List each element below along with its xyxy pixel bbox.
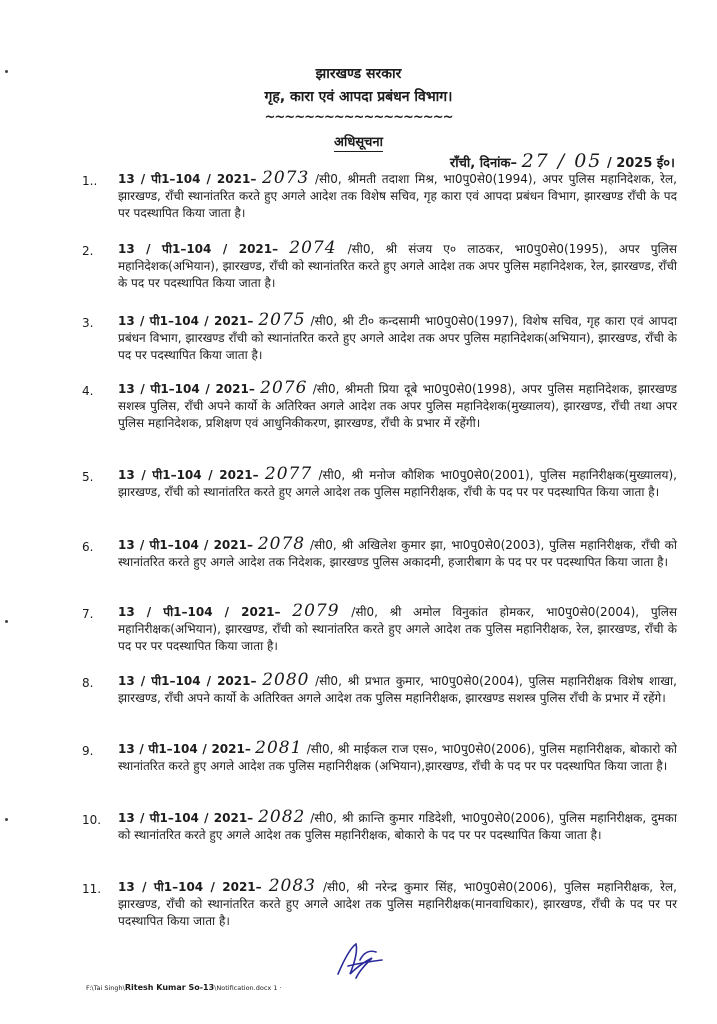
item-body: /सी0, श्री संजय ए० लाठकर, भा0पु0से0(1995), अपर पुलिस महानिदेशक(अभियान), झारखण्ड, राँची को स्थानांतरित करते हुए अगले आदेश तक अपर पुलिस महानिदेशक, रेल, झारखण्ड, राँची के पद पर पदस्थापित किया जाता है। xyxy=(118,242,677,290)
notification-title-text: अधिसूचना xyxy=(334,135,383,150)
item-handwritten-number: 2079 xyxy=(292,601,340,621)
item-body: /सी0, श्री मनोज कौशिक भा0पु0से0(2001), पुलिस महानिरीक्षक(मुख्यालय), झारखण्ड, राँची को स्थानांतरित करते हुए अगले आदेश तक पुलिस महानिरीक्षक, राँची के पद पर पर पदस्थापित किया जाता है। xyxy=(118,468,677,499)
item-handwritten-number: 2074 xyxy=(289,238,337,258)
item-text xyxy=(118,740,677,775)
item-prefix: 13 / पी1–104 / 2021– xyxy=(118,538,253,552)
item-body: /सी0, श्री क्रान्ति कुमार गडिदेशी, भा0पु0से0(2006), पुलिस महानिरीक्षक, दुमका को स्थानांतरित करते हुए अगले आदेश तक पुलिस महानिरीक्षक, बोकारो के पद पर पर पदस्थापित किया जाता है। xyxy=(118,811,677,842)
item-text xyxy=(118,240,677,292)
item-text xyxy=(118,603,677,655)
item-prefix: 13 / पी1–104 / 2021– xyxy=(118,811,254,825)
item-body: /सी0, श्री अमोल विनुकांत होमकर, भा0पु0से0(2004), पुलिस महानिरीक्षक(अभियान), झारखण्ड, राँची को स्थानांतरित करते हुए अगले आदेश तक पुलिस महानिरीक्षक, रेल, झारखण्ड, राँची के पद पर पर पदस्थापित किया जाता है। xyxy=(118,605,677,653)
item-body: /सी0, श्री नरेन्द्र कुमार सिंह, भा0पु0से0(2006), पुलिस महानिरीक्षक, रेल, झारखण्ड, राँची को स्थानांतरित करते हुए अगले आदेश तक पुलिस महानिरीक्षक(मानवाधिकार), झारखण्ड, राँची के पद पर पर पदस्थापित किया जाता है। xyxy=(118,880,677,928)
item-text xyxy=(118,380,677,432)
date-prefix: राँची, दिनांक– xyxy=(449,156,518,171)
item-prefix: 13 / पी1–104 / 2021– xyxy=(118,382,255,396)
item-handwritten-number: 2083 xyxy=(268,876,316,896)
item-prefix: 13 / पी1–104 / 2021– xyxy=(118,605,281,619)
tilde-divider: ~~~~~~~~~~~~~~~~~~~ xyxy=(264,110,453,125)
notification-title xyxy=(0,132,717,150)
date-handwritten: 27 / 05 xyxy=(521,150,603,172)
govt-heading: झारखण्ड सरकार xyxy=(315,66,402,82)
item-number: 5. xyxy=(82,470,94,484)
item-handwritten-number: 2081 xyxy=(255,738,303,758)
item-number: 9. xyxy=(82,744,94,758)
item-body: /सी0, श्री अखिलेश कुमार झा, भा0पु0से0(2003), पुलिस महानिरीक्षक, राँची को स्थानांतरित करते हुए अगले आदेश तक निदेशक, झारखण्ड पुलिस अकादमी, हजारीबाग के पद पर पर पदस्थापित किया जाता है। xyxy=(118,538,677,569)
item-number: 7. xyxy=(82,607,94,621)
item-handwritten-number: 2082 xyxy=(258,807,306,827)
footer-prefix: F:\Tai Singh\ xyxy=(86,984,125,992)
signature-image xyxy=(330,940,390,984)
item-handwritten-number: 2075 xyxy=(258,310,306,330)
item-number: 10. xyxy=(82,813,102,827)
scan-mark xyxy=(5,620,8,623)
footer-suffix: \Notification.docx 1 · xyxy=(214,984,282,992)
item-text xyxy=(118,170,677,222)
item-handwritten-number: 2080 xyxy=(262,670,310,690)
date-suffix: / 2025 ई०। xyxy=(606,156,675,171)
item-number: 3. xyxy=(82,316,94,330)
date-line xyxy=(450,150,675,172)
scan-mark xyxy=(5,818,8,821)
item-handwritten-number: 2078 xyxy=(257,534,306,554)
item-number: 6. xyxy=(82,540,94,554)
item-prefix: 13 / पी1–104 / 2021– xyxy=(118,468,259,482)
item-body: /सी0, श्री प्रभात कुमार, भा0पु0से0(2004), पुलिस महानिरीक्षक विशेष शाखा, झारखण्ड, राँची अपने कार्यो के अतिरिक्त अगले आदेश तक पुलिस महानिरीक्षक, झारखण्ड सशस्त्र पुलिस राँची के प्रभार में रहेंगे। xyxy=(118,674,677,705)
item-text xyxy=(118,466,677,501)
item-handwritten-number: 2076 xyxy=(260,378,308,398)
item-prefix: 13 / पी1–104 / 2021– xyxy=(118,242,279,256)
item-number: 1.. xyxy=(82,174,98,188)
item-number: 2. xyxy=(82,244,94,258)
item-body: /सी0, श्री टी० कन्दसामी भा0पु0से0(1997), विशेष सचिव, गृह कारा एवं आपदा प्रबंधन विभाग, झारखण्ड राँची को स्थानांतरित करते हुए अगले आदेश तक अपर पुलिस महानिदेशक(अभियान), झारखण्ड, राँची के पद पर पदस्थापित किया जाता है। xyxy=(118,314,677,362)
item-prefix: 13 / पी1–104 / 2021– xyxy=(118,674,257,688)
item-text xyxy=(118,672,677,707)
item-text xyxy=(118,312,677,364)
item-handwritten-number: 2077 xyxy=(264,464,313,484)
item-number: 4. xyxy=(82,384,94,398)
item-prefix: 13 / पी1–104 / 2021– xyxy=(118,880,262,894)
item-prefix: 13 / पी1–104 / 2021– xyxy=(118,742,251,756)
footer-name: Ritesh Kumar So-13 xyxy=(124,983,215,992)
file-path-footer xyxy=(86,983,282,992)
item-prefix: 13 / पी1–104 / 2021– xyxy=(118,172,257,186)
item-number: 11. xyxy=(82,882,102,896)
department-heading: गृह, कारा एवं आपदा प्रबंधन विभाग। xyxy=(264,89,453,105)
item-prefix: 13 / पी1–104 / 2021– xyxy=(118,314,254,328)
item-body: /सी0, श्रीमती प्रिया दूबे भा0पु0से0(1998), अपर पुलिस महानिदेशक, झारखण्ड सशस्त्र पुलिस, राँची अपने कार्यो के अतिरिक्त अगले आदेश तक अपर पुलिस महानिदेशक(मुख्यालय), झारखण्ड, राँची तथा अपर पुलिस महानिदेशक, प्रशिक्षण एवं आधुनिकीकरण, झारखण्ड, राँची के प्रभार में रहेंगी। xyxy=(118,382,677,430)
item-text xyxy=(118,878,677,930)
item-handwritten-number: 2073 xyxy=(262,168,310,188)
item-body: /सी0, श्रीमती तदाशा मिश्र, भा0पु0से0(1994), अपर पुलिस महानिदेशक, रेल, झारखण्ड, राँची स्थानांतरित करते हुए अगले आदेश तक विशेष सचिव, गृह कारा एवं आपदा प्रबंधन विभाग, झारखण्ड राँची के पद पर पदस्थापित किया जाता है। xyxy=(118,172,677,220)
item-body: /सी0, श्री माईकल राज एस०, भा0पु0से0(2006), पुलिस महानिरीक्षक, बोकारो को स्थानांतरित करते हुए अगले आदेश तक पुलिस महानिरीक्षक (अभियान),झारखण्ड, राँची के पद पर पर पदस्थापित किया जाता है। xyxy=(118,742,677,773)
item-text xyxy=(118,536,677,571)
item-number: 8. xyxy=(82,676,94,690)
scan-mark xyxy=(5,70,8,73)
item-text xyxy=(118,809,677,844)
